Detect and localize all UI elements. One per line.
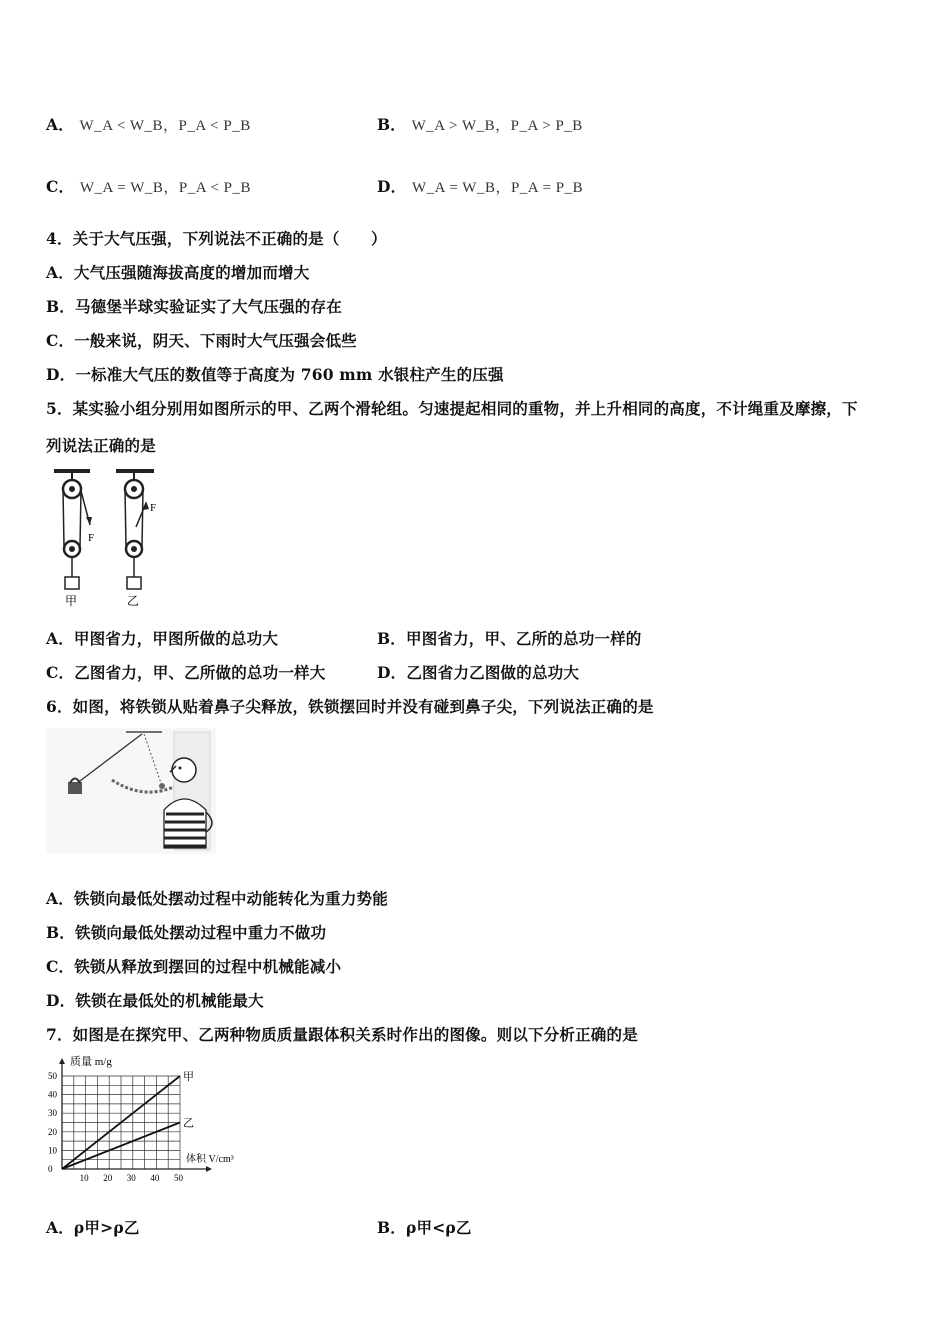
y-axis-label: 质量 m/g	[70, 1056, 112, 1068]
formula: W_A = W_B，P_A < P_B	[79, 180, 252, 196]
q5-option-c: C．乙图省力，甲、乙所做的总功一样大	[46, 663, 326, 682]
person-head	[172, 758, 196, 782]
iron-lock	[68, 782, 82, 794]
y-tick-label: 0	[48, 1164, 53, 1174]
series-label-2: 乙	[183, 1117, 194, 1130]
pendulum-figure	[46, 728, 216, 854]
y-tick-label: 50	[48, 1071, 57, 1081]
ceiling-left	[54, 469, 90, 473]
pulley-figure	[46, 465, 166, 613]
x-tick-label: 30	[126, 1173, 136, 1183]
q3-option-b	[377, 113, 583, 135]
q5-option-b: B．甲图省力，甲、乙所的总功一样的	[377, 629, 642, 648]
q7-stem: 7．如图是在探究甲、乙两种物质质量跟体积关系时作出的图像。则以下分析正确的是	[46, 1025, 638, 1044]
x-tick-label: 10	[79, 1173, 89, 1183]
q6-stem: 6．如图，将铁锁从贴着鼻子尖释放，铁锁摆回时并没有碰到鼻子尖，下列说法正确的是	[46, 697, 654, 716]
q6-option-c: C．铁锁从释放到摆回的过程中机械能减小	[46, 957, 342, 976]
mass-volume-chart	[46, 1054, 256, 1186]
chart-series	[62, 1070, 194, 1169]
label-yi: 乙	[127, 594, 140, 608]
formula: W_A < W_B，P_A < P_B	[79, 118, 251, 134]
weight-left	[65, 577, 79, 589]
q4-option-c: C．一般来说，阴天、下雨时大气压强会低些	[46, 331, 357, 350]
weight-right	[127, 577, 141, 589]
force-label-left: F	[88, 532, 95, 544]
formula: W_A > W_B，P_A > P_B	[411, 118, 583, 134]
q5-option-d: D．乙图省力乙图做的总功大	[377, 663, 580, 682]
option-label: A．	[46, 115, 74, 134]
option-label: C．	[46, 177, 75, 196]
q6-option-b: B．铁锁向最低处摆动过程中重力不做功	[46, 923, 327, 942]
y-tick-label: 10	[48, 1145, 57, 1156]
y-tick-label: 20	[48, 1126, 57, 1137]
label-jia: 甲	[65, 594, 78, 608]
x-axis-label: 体积 V/cm³	[186, 1154, 234, 1165]
q3-option-d	[377, 175, 583, 197]
y-tick-label: 30	[48, 1108, 57, 1119]
q4-option-b: B．马德堡半球实验证实了大气压强的存在	[46, 297, 342, 316]
q7-option-a: A．ρ甲>ρ乙	[46, 1218, 140, 1237]
q5-stem-line2: 列说法正确的是	[46, 436, 156, 455]
force-label-right: F	[150, 502, 157, 514]
y-tick-label: 40	[48, 1089, 57, 1100]
q4-option-a: A．大气压强随海拔高度的增加而增大	[46, 263, 310, 282]
q6-option-a: A．铁锁向最低处摆动过程中动能转化为重力势能	[46, 889, 388, 908]
q3-option-a	[46, 113, 251, 135]
q3-option-c	[46, 175, 251, 197]
series-label-1: 甲	[183, 1071, 194, 1083]
q6-option-d: D．铁锁在最低处的机械能最大	[46, 991, 264, 1010]
option-label: D．	[377, 177, 407, 196]
q5-option-a: A．甲图省力，甲图所做的总功大	[46, 629, 279, 648]
formula: W_A = W_B，P_A = P_B	[411, 180, 584, 196]
ceiling-right	[116, 469, 154, 473]
q5-stem-line1: 5．某实验小组分别用如图所示的甲、乙两个滑轮组。匀速提起相同的重物，并上升相同的高度，不计绳重及摩擦，下	[46, 399, 858, 418]
x-tick-label: 20	[103, 1173, 113, 1183]
q7-option-b: B．ρ甲<ρ乙	[377, 1218, 472, 1237]
x-tick-label: 50	[174, 1173, 183, 1183]
option-label: B．	[377, 115, 407, 134]
q4-option-d: D．一标准大气压的数值等于高度为 760 mm 水银柱产生的压强	[46, 365, 504, 384]
x-tick-label: 40	[150, 1173, 160, 1183]
q4-stem: 4．关于大气压强，下列说法不正确的是（ ）	[46, 229, 387, 248]
